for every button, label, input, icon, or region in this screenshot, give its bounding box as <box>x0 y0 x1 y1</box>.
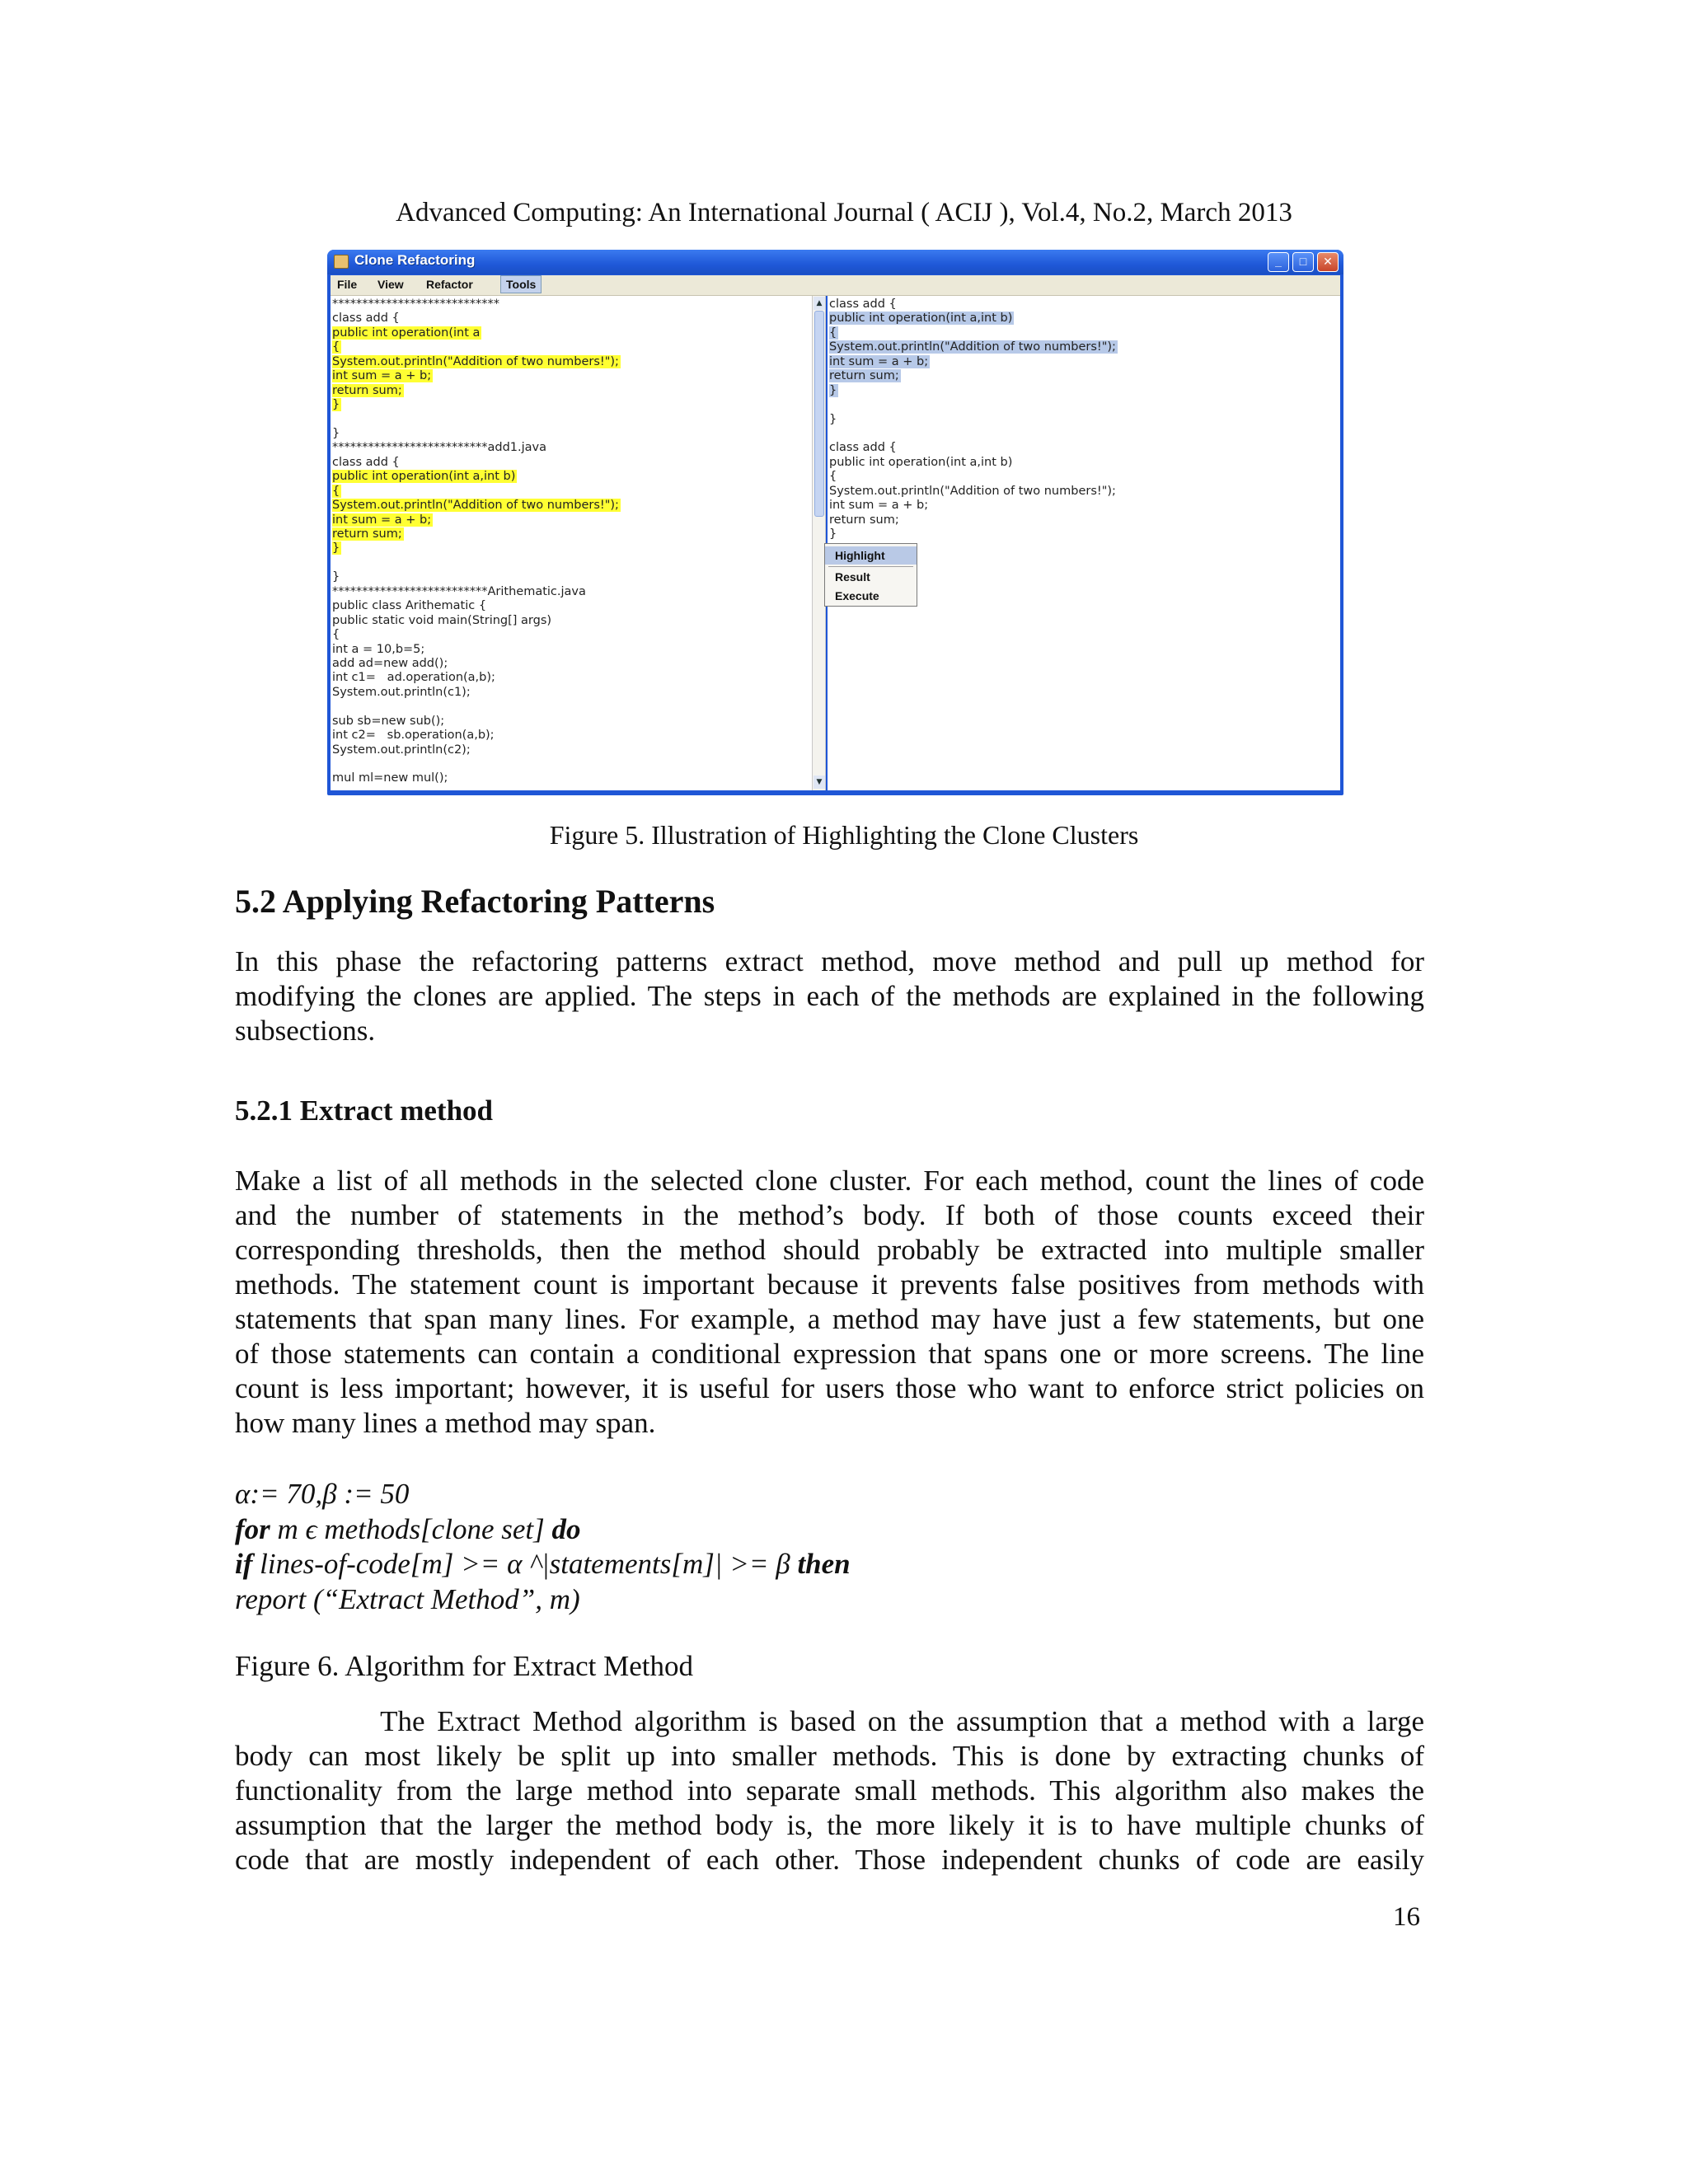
code-text: System.out.println("Addition of two numbers!"); <box>332 354 619 368</box>
code-text: class add { <box>829 298 897 311</box>
text-line: body can most likely be split up into smaller methods. This is done by extracting chunks of <box>235 1740 1424 1772</box>
code-text: mul ml=new mul(); <box>332 771 448 785</box>
minimize-button[interactable]: _ <box>1268 252 1289 272</box>
code-line <box>829 340 1118 354</box>
code-text: } <box>332 398 340 412</box>
code-line <box>332 441 621 455</box>
intro-paragraph <box>235 944 1424 1048</box>
code-text: System.out.println("Addition of two numbers!"); <box>829 484 1116 498</box>
code-line <box>332 570 621 584</box>
keyword-for: for <box>235 1512 270 1545</box>
algorithm-line <box>235 1547 851 1582</box>
code-text: { <box>829 326 837 340</box>
code-text: return sum; <box>829 369 899 383</box>
text-line: how many lines a method may span. <box>235 1407 656 1439</box>
code-line <box>332 527 621 541</box>
source-code-pane[interactable] <box>331 296 812 790</box>
source-code-text <box>332 298 621 786</box>
menu-item-result[interactable]: Result <box>835 570 870 583</box>
text-line: and the number of statements in the method’s body. If both of those counts exceed their <box>235 1199 1424 1231</box>
code-line <box>829 312 1118 326</box>
code-text: } <box>332 426 340 440</box>
code-line <box>332 485 621 499</box>
text-line: The Extract Method algorithm is based on the assumption that a method with a large <box>235 1705 1424 1737</box>
menu-refactor[interactable]: Refactor <box>426 278 473 291</box>
code-text: return sum; <box>332 527 402 541</box>
code-text: public int operation(int a,int b) <box>829 455 1013 469</box>
code-text <box>829 398 831 411</box>
text-line: In this phase the refactoring patterns extract method, move method and pull up method for <box>235 945 1424 977</box>
code-text: **************************** <box>332 298 499 311</box>
code-line <box>332 743 621 757</box>
code-line <box>332 427 621 441</box>
code-text: System.out.println(c1); <box>332 685 471 699</box>
code-line <box>829 456 1118 470</box>
code-line <box>829 527 1118 541</box>
code-line <box>332 499 621 513</box>
code-line <box>332 643 621 657</box>
code-text: } <box>332 541 340 555</box>
text-line: count is less important; however, it is useful for users those who want to enforce strict policies on <box>235 1372 1424 1404</box>
code-line <box>332 541 621 555</box>
code-text: } <box>829 383 837 397</box>
code-line <box>829 326 1118 340</box>
java-cup-icon <box>334 255 349 269</box>
code-text: public int operation(int a,int b) <box>829 312 1013 326</box>
code-line <box>829 513 1118 527</box>
code-text: add ad=new add(); <box>332 656 448 670</box>
code-line <box>829 355 1118 369</box>
code-text: int a = 10,b=5; <box>332 642 425 656</box>
text-line: modifying the clones are applied. The steps in each of the methods are explained in the following <box>235 980 1424 1012</box>
menu-file[interactable]: File <box>337 278 358 291</box>
text-line: of those statements can contain a conditional expression that spans one or more screens. The line <box>235 1338 1424 1370</box>
keyword-do: do <box>551 1512 581 1545</box>
menu-separator <box>828 566 913 567</box>
code-line <box>829 485 1118 499</box>
section-heading: 5.2 Applying Refactoring Patterns <box>235 883 715 920</box>
code-text: System.out.println(c2); <box>332 743 471 757</box>
code-text: class add { <box>332 312 400 326</box>
code-text: **************************Arithematic.java <box>332 584 586 598</box>
subsection-heading: 5.2.1 Extract method <box>235 1094 494 1127</box>
code-text <box>332 556 334 569</box>
code-text: sub sb=new sub(); <box>332 714 445 728</box>
code-text: **************************add1.java <box>332 441 547 455</box>
code-line <box>332 413 621 427</box>
algorithm-line <box>235 1512 851 1548</box>
code-text <box>829 427 831 440</box>
algorithm-text: m ϵ methods[clone set] <box>270 1512 552 1545</box>
scroll-up-icon[interactable]: ▲ <box>814 297 825 310</box>
code-line <box>332 599 621 613</box>
code-text: System.out.println("Addition of two numbers!"); <box>332 499 619 513</box>
algorithm-line: report (“Extract Method”, m) <box>235 1582 580 1615</box>
code-text <box>332 413 334 426</box>
keyword-then: then <box>797 1548 851 1580</box>
menubar <box>331 275 1340 296</box>
code-line <box>332 628 621 642</box>
maximize-button[interactable]: □ <box>1292 252 1314 272</box>
code-line <box>829 398 1118 412</box>
code-line <box>829 441 1118 455</box>
code-line <box>829 369 1118 383</box>
code-line <box>829 470 1118 484</box>
code-text: class add { <box>332 455 400 469</box>
code-line <box>332 384 621 398</box>
menu-tools[interactable]: Tools <box>500 275 542 293</box>
code-line <box>332 556 621 570</box>
code-text: int sum = a + b; <box>332 513 432 527</box>
running-head: Advanced Computing: An International Journal ( ACIJ ), Vol.4, No.2, March 2013 <box>396 198 1292 227</box>
code-line <box>332 657 621 671</box>
text-line: statements that span many lines. For example, a method may have just a few statements, but one <box>235 1303 1424 1335</box>
code-line <box>332 298 621 312</box>
menu-item-highlight[interactable]: Highlight <box>825 546 917 565</box>
code-text: } <box>829 527 837 541</box>
code-line <box>829 384 1118 398</box>
window-title: Clone Refactoring <box>354 252 476 268</box>
code-text <box>332 757 334 771</box>
code-line <box>332 700 621 714</box>
code-text: public int operation(int a <box>332 326 481 340</box>
code-text: public class Arithematic { <box>332 599 487 613</box>
code-text: { <box>332 484 340 498</box>
text-line: subsections. <box>235 1015 376 1047</box>
tools-dropdown-menu <box>824 543 917 607</box>
code-text: public static void main(String[] args) <box>332 613 552 627</box>
window-titlebar[interactable] <box>327 250 1343 274</box>
code-line <box>332 312 621 326</box>
text-line: methods. The statement count is important because it prevents false positives from methods with <box>235 1268 1424 1301</box>
code-text: { <box>829 470 837 484</box>
code-text <box>332 700 334 713</box>
code-text: int sum = a + b; <box>829 499 929 513</box>
menu-view[interactable]: View <box>377 278 404 291</box>
text-line: Make a list of all methods in the selected clone cluster. For each method, count the lines of code <box>235 1165 1424 1197</box>
figure-6-caption: Figure 6. Algorithm for Extract Method <box>235 1650 694 1682</box>
scroll-thumb[interactable] <box>814 311 824 517</box>
code-text: return sum; <box>332 383 402 397</box>
extract-method-paragraph <box>235 1164 1424 1441</box>
code-line <box>332 757 621 771</box>
code-line <box>332 686 621 700</box>
code-line <box>829 298 1118 312</box>
keyword-if: if <box>235 1548 253 1580</box>
code-text: int sum = a + b; <box>332 369 432 383</box>
code-line <box>332 326 621 340</box>
code-line <box>332 513 621 527</box>
code-text: return sum; <box>829 513 899 527</box>
extract-method-algorithm <box>235 1477 851 1617</box>
text-line: code that are mostly independent of each other. Those independent chunks of code are easily <box>235 1844 1424 1876</box>
page-number: 16 <box>1393 1902 1420 1932</box>
code-text: { <box>332 628 340 642</box>
code-line <box>332 355 621 369</box>
code-line <box>332 729 621 743</box>
algorithm-line: α:= 70,β := 50 <box>235 1478 410 1510</box>
code-text: int sum = a + b; <box>829 354 929 368</box>
code-line <box>332 470 621 484</box>
clone-refactoring-window <box>327 250 1343 795</box>
clone-result-text <box>829 298 1118 570</box>
scroll-down-icon[interactable]: ▼ <box>814 776 825 789</box>
code-text: int c1= ad.operation(a,b); <box>332 671 495 685</box>
code-text: } <box>332 570 340 584</box>
code-line <box>829 499 1118 513</box>
figure-5-caption: Figure 5. Illustration of Highlighting the Clone Clusters <box>549 820 1139 850</box>
algorithm-explanation-paragraph <box>235 1704 1424 1877</box>
code-text: public int operation(int a,int b) <box>332 470 516 484</box>
code-line <box>332 340 621 354</box>
code-line <box>332 398 621 412</box>
code-text: System.out.println("Addition of two numbers!"); <box>829 340 1116 354</box>
close-button[interactable]: ✕ <box>1317 252 1339 272</box>
code-text: } <box>829 412 837 426</box>
code-line <box>332 771 621 785</box>
code-line <box>332 671 621 685</box>
code-line <box>829 427 1118 441</box>
code-text: class add { <box>829 441 897 455</box>
code-text: { <box>332 340 340 354</box>
menu-item-execute[interactable]: Execute <box>835 589 879 602</box>
code-line <box>332 614 621 628</box>
code-line <box>332 456 621 470</box>
text-line: corresponding thresholds, then the method should probably be extracted into multiple smaller <box>235 1234 1424 1266</box>
code-line <box>332 369 621 383</box>
code-line <box>829 413 1118 427</box>
algorithm-text: lines-of-code[m] >= α ^|statements[m]| >= β <box>252 1548 798 1580</box>
text-line: assumption that the larger the method body is, the more likely it is to have multiple chunks of <box>235 1809 1424 1841</box>
text-line: functionality from the large method into separate small methods. This algorithm also makes the <box>235 1774 1424 1807</box>
code-line <box>332 715 621 729</box>
code-text: int c2= sb.operation(a,b); <box>332 729 495 743</box>
code-line <box>332 585 621 599</box>
